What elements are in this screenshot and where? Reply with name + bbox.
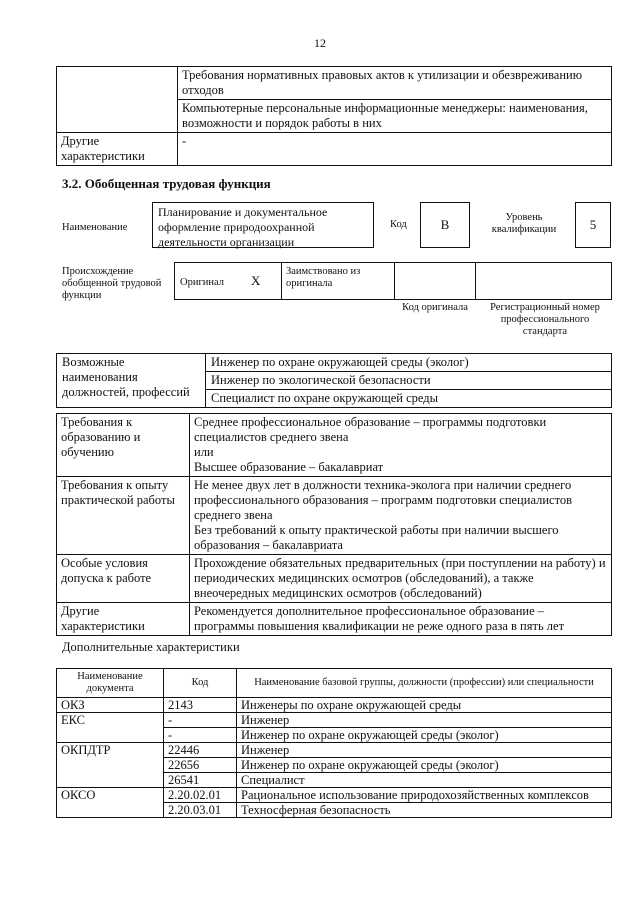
table-row — [57, 698, 612, 713]
level-label: Уровень квалификации — [491, 212, 557, 235]
req-line: Среднее профессиональное образование – программы подготовки специалистов среднего звена — [194, 415, 547, 444]
table-row — [57, 555, 612, 603]
code-cell: 2.20.02.01 — [164, 788, 237, 803]
name-cell: Рациональное использование природохозяйственных комплексов — [237, 788, 612, 803]
req-line: Рекомендуется дополнительное профессиональное образование – программы повышения квалификации не реже одного раза в пять лет — [194, 604, 565, 633]
position-item: Инженер по экологической безопасности — [206, 372, 612, 390]
name-value: Планирование и документальное оформление природоохранной деятельности организации — [152, 202, 374, 248]
req-label: Особые условия допуска к работе — [57, 555, 190, 603]
table-header-row — [57, 669, 612, 698]
additional-table — [56, 668, 612, 818]
code-cell: - — [164, 713, 237, 728]
table-cell: Компьютерные персональные информационные менеджеры: наименования, возможности и порядок работы в них — [178, 100, 612, 133]
table-row — [57, 743, 612, 758]
code-cell: 2143 — [164, 698, 237, 713]
name-cell: Инженер по охране окружающей среды (эколог) — [237, 758, 612, 773]
other-label: Другие характеристики — [57, 133, 178, 166]
origin-label: Происхождение обобщенной трудовой функции — [62, 266, 162, 301]
doc-cell: ОКСО — [57, 788, 164, 818]
req-label: Требования к опыту практической работы — [57, 477, 190, 555]
table-row — [57, 354, 612, 372]
req-label: Другие характеристики — [57, 603, 190, 636]
doc-cell: ОКПДТР — [57, 743, 164, 788]
top-requirements-table — [56, 66, 612, 166]
code-cell: 22446 — [164, 743, 237, 758]
code-original-label: Код оригинала — [402, 302, 468, 313]
positions-label: Возможные наименования должностей, профессий — [57, 354, 206, 408]
table-row — [57, 788, 612, 803]
header-doc: Наименование документа — [57, 669, 164, 698]
code-cell: - — [164, 728, 237, 743]
reg-number-label: Регистрационный номер профессионального стандарта — [490, 302, 600, 337]
level-value: 5 — [575, 202, 611, 248]
name-cell: Техносферная безопасность — [237, 803, 612, 818]
table-row — [57, 603, 612, 636]
req-label: Требования к образованию и обучению — [57, 414, 190, 477]
name-cell: Инженеры по охране окружающей среды — [237, 698, 612, 713]
table-row — [57, 414, 612, 477]
header-name: Наименование базовой группы, должности (профессии) или специальности — [237, 669, 612, 698]
empty-cell — [57, 67, 178, 133]
req-line: Не менее двух лет в должности техника-эколога при наличии среднего профессионального образования – программ подготовки специалистов среднего звена — [194, 478, 573, 522]
req-line: или — [194, 445, 214, 459]
code-cell: 2.20.03.01 — [164, 803, 237, 818]
req-value — [190, 477, 612, 555]
req-value — [190, 603, 612, 636]
table-row — [57, 477, 612, 555]
original-cell — [174, 262, 282, 300]
original-mark: Х — [251, 273, 261, 288]
table-row — [57, 133, 612, 166]
code-cell: 26541 — [164, 773, 237, 788]
position-item: Инженер по охране окружающей среды (эколог) — [206, 354, 612, 372]
code-value: В — [420, 202, 470, 248]
table-row — [57, 67, 612, 100]
req-value — [190, 555, 612, 603]
reg-number-box — [475, 262, 612, 300]
table-cell: Требования нормативных правовых актов к утилизации и обезвреживанию отходов — [178, 67, 612, 100]
name-label: Наименование — [62, 222, 128, 233]
req-line: Прохождение обязательных предварительных (при поступлении на работу) и периодических медицинских осмотров (обследований), а также внеочередных медицинских осмотров (обследований) — [194, 556, 606, 600]
position-item: Специалист по охране окружающей среды — [206, 390, 612, 408]
additional-title: Дополнительные характеристики — [62, 640, 240, 654]
original-label: Оригинал — [180, 277, 224, 288]
section-title: 3.2. Обобщенная трудовая функция — [62, 176, 271, 191]
code-original-box — [394, 262, 476, 300]
page-number: 12 — [314, 36, 326, 50]
name-cell: Инженер по охране окружающей среды (эколог) — [237, 728, 612, 743]
doc-cell: ОКЗ — [57, 698, 164, 713]
req-value — [190, 414, 612, 477]
doc-cell: ЕКС — [57, 713, 164, 743]
requirements-table — [56, 413, 612, 636]
borrowed-cell: Заимствовано из оригинала — [281, 262, 395, 300]
req-line: Без требований к опыту практической работы при наличии высшего образования – бакалавриата — [194, 523, 559, 552]
name-cell: Инженер — [237, 713, 612, 728]
req-line: Высшее образование – бакалавриат — [194, 460, 384, 474]
name-cell: Специалист — [237, 773, 612, 788]
name-cell: Инженер — [237, 743, 612, 758]
code-label: Код — [390, 219, 407, 230]
header-code: Код — [164, 669, 237, 698]
other-value: - — [178, 133, 612, 166]
code-cell: 22656 — [164, 758, 237, 773]
positions-table — [56, 353, 612, 408]
table-row — [57, 713, 612, 728]
